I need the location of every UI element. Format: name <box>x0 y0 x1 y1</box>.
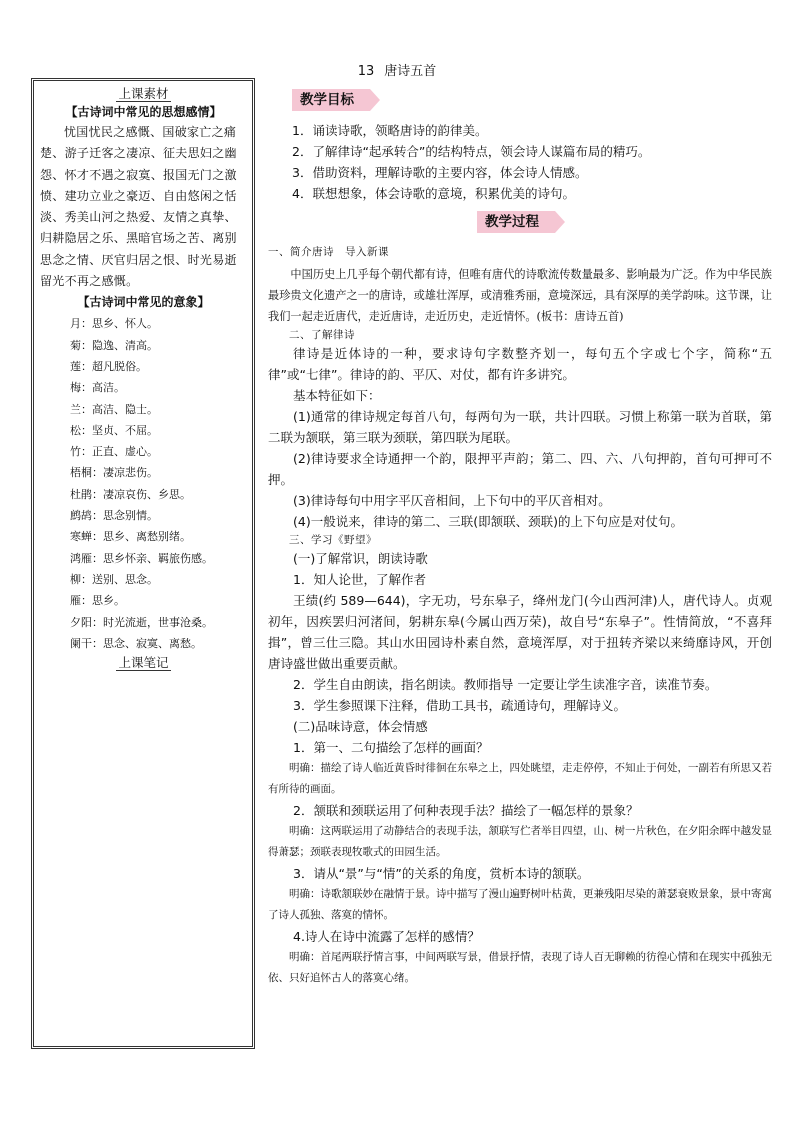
materials-header: 上课素材 <box>118 86 169 101</box>
section-heading: 三、学习《野望》 <box>289 534 377 546</box>
materials-panel <box>31 78 255 1049</box>
section-paragraph: 基本特征如下： <box>293 388 381 403</box>
list-item: 竹：正直、虚心。 <box>70 445 158 459</box>
list-item: 阑干：思念、寂寞、离愁。 <box>70 636 202 650</box>
question: 2．颔联和颈联运用了何种表现手法？描绘了一幅怎样的景象？ <box>293 803 639 818</box>
section-paragraph: 1．知人论世，了解作者 <box>293 572 426 587</box>
list-item: 鹧鸪：思念别情。 <box>70 509 158 523</box>
answer: 明确：这两联运用了动静结合的表现手法，颔联写伫者举目四望，山、树一片秋色，在夕阳余晖中越发显得萧瑟；颈联表现牧歌式的田园生活。 <box>268 825 772 858</box>
list-item: 菊：隐逸、清高。 <box>70 338 158 352</box>
goal-item: 4．联想想象，体会诗歌的意境，积累优美的诗句。 <box>292 186 575 201</box>
emotions-subtitle: 【古诗词中常见的思想感情】 <box>65 105 222 119</box>
lesson-number: 13 <box>357 64 375 79</box>
section-paragraph: 2．学生自由朗读，指名朗读。教师指导 一定要让学生读准字音，读准节奏。 <box>293 677 718 692</box>
list-item: 莲：超凡脱俗。 <box>70 359 147 373</box>
section-heading: 一、简介唐诗 导入新课 <box>268 246 389 258</box>
list-item: 夕阳：时光流逝，世事沧桑。 <box>70 615 213 629</box>
goal-item: 2．了解律诗“起承转合”的结构特点，领会诗人谋篇布局的精巧。 <box>292 144 651 159</box>
process-tag: 教学过程 <box>477 211 555 233</box>
question: 3．请从“景”与“情”的关系的角度，赏析本诗的颔联。 <box>293 866 590 881</box>
section-heading: 二、了解律诗 <box>289 329 355 341</box>
goal-item: 3．借助资料，理解诗歌的主要内容，体会诗人情感。 <box>292 165 588 180</box>
list-item: 杜鹃：凄凉哀伤、乡思。 <box>70 487 191 501</box>
section-paragraph: (4)一般说来，律诗的第二、三联(即颔联、颈联)的上下句应是对仗句。 <box>293 514 683 529</box>
question: 1．第一、二句描绘了怎样的画面？ <box>293 740 489 755</box>
list-item: 寒蝉：思乡、离愁别绪。 <box>70 530 191 544</box>
list-item: 月：思乡、怀人。 <box>70 317 158 331</box>
section-paragraph: 3．学生参照课下注释，借助工具书，疏通诗句，理解诗义。 <box>293 698 626 713</box>
question: 4.诗人在诗中流露了怎样的感情？ <box>293 929 480 944</box>
subsection-heading: (二)品味诗意，体会情感 <box>293 719 428 734</box>
list-item: 柳：送别、思念。 <box>70 572 158 586</box>
author-bio: 王绩(约 589—644)，字无功，号东皋子，绛州龙门(今山西河津)人，唐代诗人。贞观初年，因疾罢归河渚间，躬耕东皋(今属山西万荣)，故自号“东皋子”。性情简放，“不喜拜揖”，曾三仕三隐。其山水田园诗朴素自然，意境浑厚，对于扭转齐梁以来绮靡诗风，开创唐诗盛世做出重要贡献。 <box>268 593 772 671</box>
section-paragraph: (1)通常的律诗规定每首八句，每两句为一联，共计四联。习惯上称第一联为首联，第二联为颔联，第三联为颈联，第四联为尾联。 <box>268 409 772 445</box>
answer: 明确：首尾两联抒情言事，中间两联写景，借景抒情，表现了诗人百无聊赖的彷徨心情和在现实中孤独无依、只好追怀古人的落寞心绪。 <box>268 951 772 984</box>
answer: 明确：诗歌颔联妙在融情于景。诗中描写了漫山遍野树叶枯黄，更兼残阳尽染的萧瑟衰败景象，景中寄寓了诗人孤独、落寞的情怀。 <box>268 888 772 921</box>
goal-item: 1．诵读诗歌，领略唐诗的韵律美。 <box>292 123 488 138</box>
goals-tag: 教学目标 <box>292 89 370 111</box>
list-item: 梅：高洁。 <box>70 381 125 395</box>
section-paragraph: (3)律诗每句中用字平仄音相间，上下句中的平仄音相对。 <box>293 493 611 508</box>
emotions-paragraph: 忧国忧民之感慨、国破家亡之痛楚、游子迁客之凄凉、征夫思妇之幽怨、怀才不遇之寂寞、报国无门之激愤、建功立业之豪迈、自由悠闲之恬淡、秀美山河之热爱、友情之真挚、归耕隐居之乐、黑暗官场之苦、离别思念之情、厌官归居之恨、时光易逝留光不再之感慨。 <box>40 125 237 289</box>
lesson-title: 唐诗五首 <box>384 64 437 79</box>
section-paragraph: 中国历史上几乎每个朝代都有诗，但唯有唐代的诗歌流传数量最多、影响最为广泛。作为中华民族最珍贵文化遗产之一的唐诗，或雄壮浑厚，或清雅秀丽，意境深远，具有深厚的美学韵味。这节课，让我们一起走近唐代，走近唐诗，走近历史，走近情怀。(板书：唐诗五首) <box>268 268 772 323</box>
section-paragraph: 律诗是近体诗的一种，要求诗句字数整齐划一，每句五个字或七个字，简称“五律”或“七律”。律诗的韵、平仄、对仗，都有许多讲究。 <box>268 346 772 382</box>
imagery-subtitle: 【古诗词中常见的意象】 <box>77 295 210 310</box>
process-body <box>268 243 772 989</box>
imagery-list <box>70 313 249 654</box>
page-title <box>0 60 794 79</box>
list-item: 梧桐：凄凉悲伤。 <box>70 466 158 480</box>
notes-header: 上课笔记 <box>118 655 169 671</box>
list-item: 松：坚贞、不屈。 <box>70 423 158 437</box>
goals-list <box>292 120 650 204</box>
section-paragraph: (2)律诗要求全诗通押一个韵，限押平声韵；第二、四、六、八句押韵，首句可押可不押。 <box>268 451 772 487</box>
list-item: 鸿雁：思乡怀亲、羁旅伤感。 <box>70 551 213 565</box>
list-item: 兰：高洁、隐士。 <box>70 402 158 416</box>
list-item: 雁：思乡。 <box>70 594 125 608</box>
subsection-heading: (一)了解常识，朗读诗歌 <box>293 551 428 566</box>
answer: 明确：描绘了诗人临近黄昏时徘徊在东皋之上，四处眺望，走走停停，不知止于何处，一副若有所思又若有所待的画面。 <box>268 762 772 795</box>
